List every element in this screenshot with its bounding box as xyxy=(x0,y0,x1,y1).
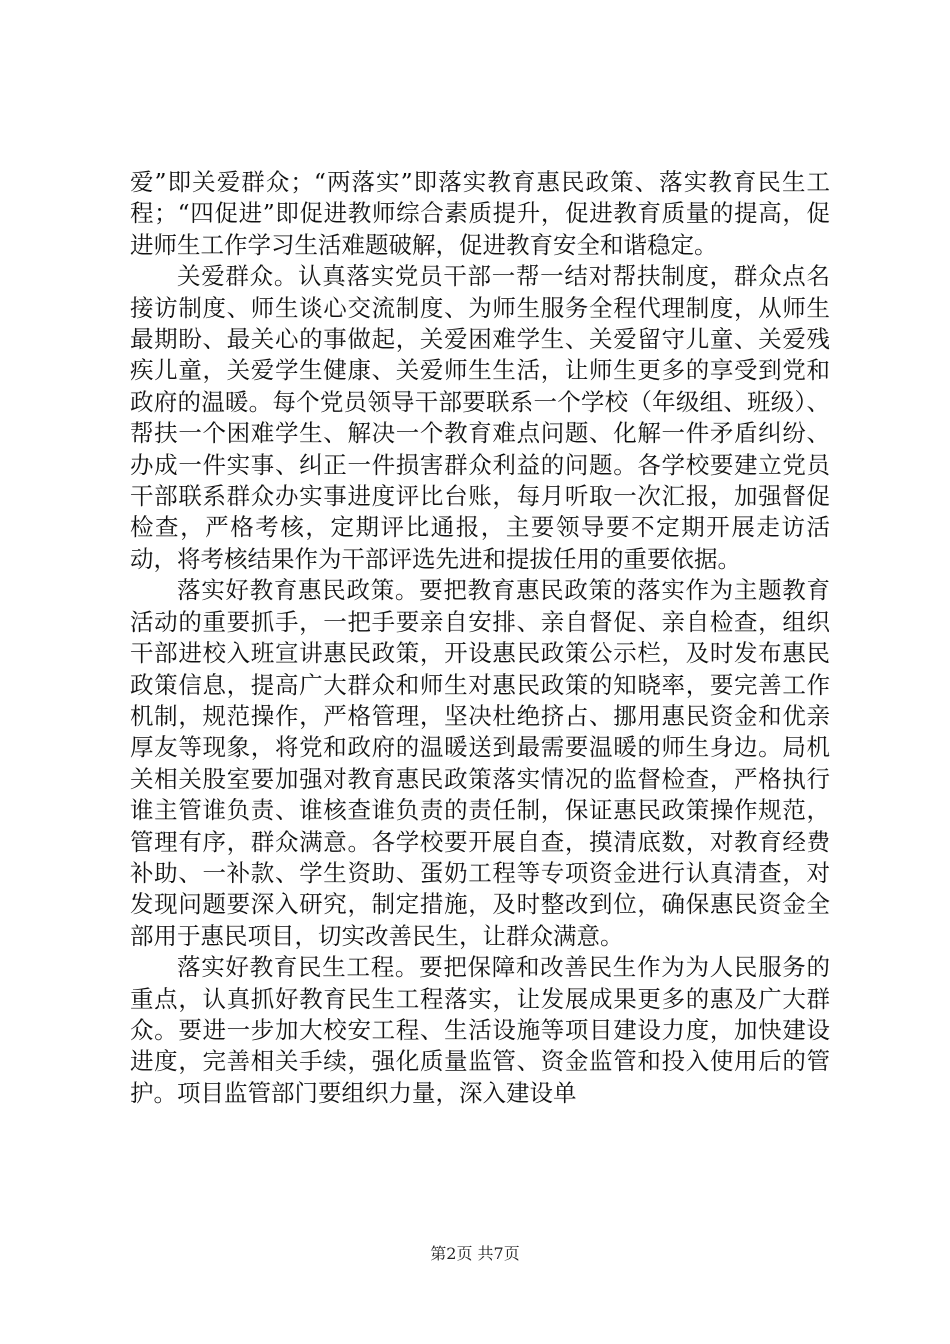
paragraph-education-livelihood-project: 落实好教育民生工程。要把保障和改善民生作为为人民服务的重点，认真抓好教育民生工程落实，让发展成果更多的惠及广大群众。要进一步加大校安工程、生活设施等项目建设力度，加快建设进度，完善相关手续，强化质量监管、资金监管和投入使用后的管护。项目监管部门要组织力量，深入建设单 xyxy=(130,953,830,1107)
document-body xyxy=(130,167,830,1109)
paragraph-care-for-masses: 关爱群众。认真落实党员干部一帮一结对帮扶制度，群众点名接访制度、师生谈心交流制度、为师生服务全程代理制度，从师生最期盼、最关心的事做起，关爱困难学生、关爱留守儿童、关爱残疾儿童，关爱学生健康、关爱师生生活，让师生更多的享受到党和政府的温暖。每个党员领导干部要联系一个学校（年级组、班级）、帮扶一个困难学生、解决一个教育难点问题、化解一件矛盾纠纷、办成一件实事、纠正一件损害群众利益的问题。各学校要建立党员干部联系群众办实事进度评比台账，每月听取一次汇报，加强督促检查，严格考核，定期评比通报，主要领导要不定期开展走访活动，将考核结果作为干部评选先进和提拔任用的重要依据。 xyxy=(130,262,830,573)
paragraph-continuation: 爱”即关爱群众；“两落实”即落实教育惠民政策、落实教育民生工程；“四促进”即促进教师综合素质提升，促进教育质量的提高，促进师生工作学习生活难题破解，促进教育安全和谐稳定。 xyxy=(130,168,830,259)
paragraph-education-benefit-policy: 落实好教育惠民政策。要把教育惠民政策的落实作为主题教育活动的重要抓手，一把手要亲自安排、亲自督促、亲自检查，组织干部进校入班宣讲惠民政策，开设惠民政策公示栏，及时发布惠民政策信息，提高广大群众和师生对惠民政策的知晓率，要完善工作机制，规范操作，严格管理，坚决杜绝挤占、挪用惠民资金和优亲厚友等现象，将党和政府的温暖送到最需要温暖的师生身边。局机关相关股室要加强对教育惠民政策落实情况的监督检查，严格执行谁主管谁负责、谁核查谁负责的责任制，保证惠民政策操作规范，管理有序，群众满意。各学校要开展自查，摸清底数，对教育经费补助、一补款、学生资助、蛋奶工程等专项资金进行认真清查，对发现问题要深入研究，制定措施，及时整改到位，确保惠民资金全部用于惠民项目，切实改善民生，让群众满意。 xyxy=(130,576,830,950)
page-footer: 第2页 共7页 xyxy=(430,1244,520,1263)
